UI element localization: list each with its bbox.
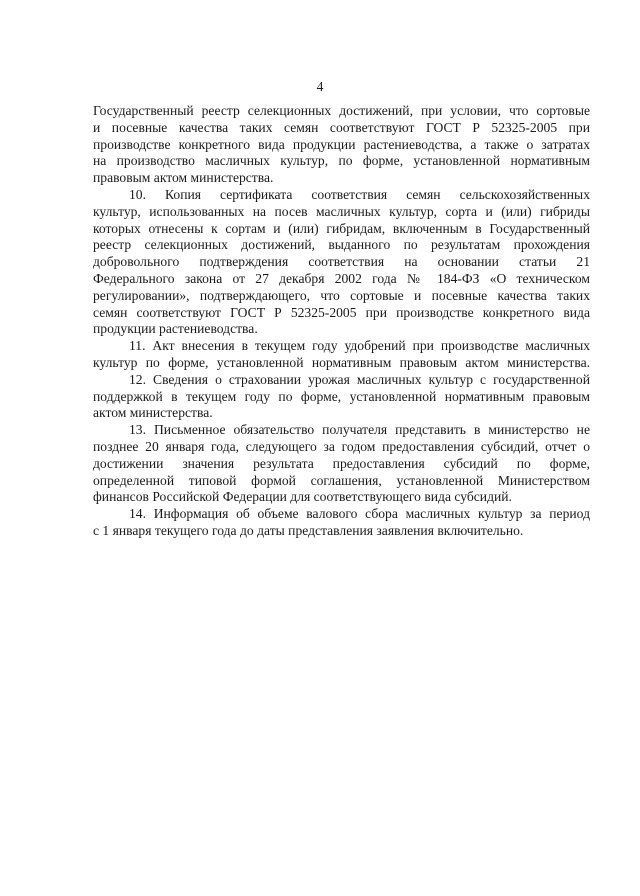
text-line: семян соответствуют ГОСТ Р 52325-2005 при производстве конкретного вида	[93, 304, 590, 320]
text-line: регулировании», подтверждающего, что сортовые и посевные качества таких	[93, 287, 590, 303]
text-line: 12. Сведения о страховании урожая масличных культур с государственной	[129, 371, 590, 387]
text-line: 10. Копия сертификата соответствия семян сельскохозяйственных	[129, 186, 590, 202]
text-line: поддержкой в текущем году по форме, установленной нормативным правовым	[93, 388, 590, 404]
text-line: и посевные качества таких семян соответствуют ГОСТ Р 52325-2005 при	[93, 119, 590, 135]
text-line: достижении значения результата предоставления субсидий по форме,	[93, 455, 590, 471]
text-line: реестр селекционных достижений, выданного по результатам прохождения	[93, 237, 590, 253]
paragraph	[93, 103, 590, 187]
document-body	[93, 103, 590, 540]
text-line: финансов Российской Федерации для соответствующего вида субсидий.	[93, 489, 512, 505]
paragraph	[93, 506, 590, 540]
text-line: актом министерства.	[93, 405, 213, 421]
paragraph	[93, 372, 590, 422]
text-line: позднее 20 января года, следующего за годом предоставления субсидий, отчет о	[93, 438, 590, 454]
paragraph	[93, 422, 590, 506]
text-line: культур, использованных на посев масличных культур, сорта и (или) гибриды	[93, 203, 590, 219]
text-line: культур по форме, установленной нормативным правовым актом министерства.	[93, 354, 590, 370]
text-line: производстве конкретного вида продукции растениеводства, а также о затратах	[93, 136, 590, 152]
text-line: 13. Письменное обязательство получателя представить в министерство не	[129, 422, 590, 438]
text-line: добровольного подтверждения соответствия на основании статьи 21	[93, 254, 590, 270]
text-line: Федерального закона от 27 декабря 2002 года № 184-ФЗ «О техническом	[93, 270, 590, 286]
text-line: продукции растениеводства.	[93, 321, 258, 337]
text-line: 14. Информация об объеме валового сбора масличных культур за период	[129, 506, 590, 522]
text-line: определенной типовой формой соглашения, установленной Министерством	[93, 472, 590, 488]
paragraph	[93, 338, 590, 372]
text-line: правовым актом министерства.	[93, 170, 274, 186]
text-line: Государственный реестр селекционных достижений, при условии, что сортовые	[93, 103, 590, 118]
text-line: которых отнесены к сортам и (или) гибридам, включенным в Государственный	[93, 220, 590, 236]
text-line: 11. Акт внесения в текущем году удобрений при производстве масличных	[129, 338, 590, 354]
text-line: на производство масличных культур, по форме, установленной нормативным	[93, 153, 590, 169]
page-number: 4	[316, 79, 324, 94]
text-line: с 1 января текущего года до даты представления заявления включительно.	[93, 522, 524, 538]
paragraph	[93, 187, 590, 338]
